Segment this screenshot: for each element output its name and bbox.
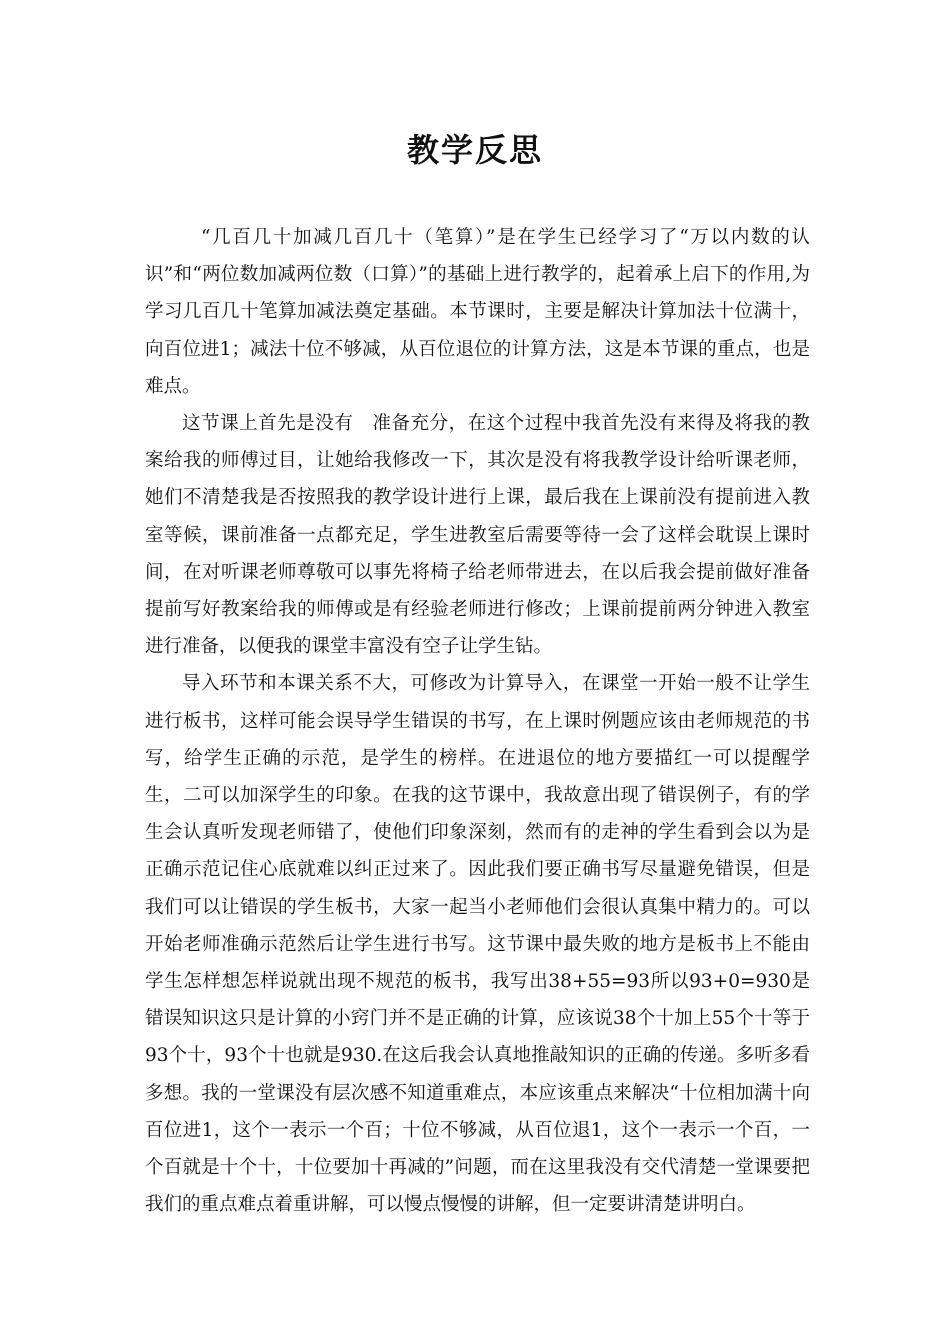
paragraph-preparation: 这节课上首先是没有 准备充分，在这个过程中我首先没有来得及将我的教案给我的师傅过目，让她给我修改一下，其次是没有将我教学设计给听课老师，她们不清楚我是否按照我的教学设计进行上课，最后我在上课前没有提前进入教室等候，课前准备一点都充足，学生进教室后需要等待一会了这样会耽误上课时间，在对听课老师尊敬可以事先将椅子给老师带进去，在以后我会提前做好准备提前写好教案给我的师傅或是有经验老师进行修改；上课前提前两分钟进入教室进行准备，以便我的课堂丰富没有空子让学生钻。 bbox=[145, 413, 810, 658]
paragraph-teaching-reflection: 导入环节和本课关系不大，可修改为计算导入，在课堂一开始一般不让学生进行板书，这样可能会误导学生错误的书写，在上课时例题应该由老师规范的书写，给学生正确的示范，是学生的榜样。在进退位的地方要描红一可以提醒学生，二可以加深学生的印象。在我的这节课中，我故意出现了错误例子，有的学生会认真听发现老师错了，使他们印象深刻，然而有的走神的学生看到会以为是正确示范记住心底就难以纠正过来了。因此我们要正确书写尽量避免错误，但是我们可以让错误的学生板书，大家一起当小老师他们会很认真集中精力的。可以开始老师准确示范然后让学生进行书写。这节课中最失败的地方是板书上不能由学生怎样想怎样说就出现不规范的板书，我写出38+55=93所以93+0=930是错误知识这只是计算的小窍门并不是正确的计算，应该说38个十加上55个十等于93个十，93个十也就是930.在这后我会认真地推敲知识的正确的传递。多听多看多想。我的一堂课没有层次感不知道重难点，本应该重点来解决“十位相加满十向百位进1，这个一表示一个百；十位不够减，从百位退1，这个一表示一个百，一个百就是十个十，十位要加十再减的”问题，而在这里我没有交代清楚一堂课要把我们的重点难点着重讲解，可以慢点慢慢的讲解，但一定要讲清楚讲明白。 bbox=[145, 673, 810, 1216]
document-body bbox=[145, 219, 810, 1223]
page-title: 教学反思 bbox=[406, 131, 543, 169]
paragraph-intro: “几百几十加减几百几十（笔算）”是在学生已经学习了“万以内数的认识”和“两位数加减两位数（口算）”的基础上进行教学的，起着承上启下的作用,为学习几百几十笔算加减法奠定基础。本节课时，主要是解决计算加法十位满十，向百位进1；减法十位不够减，从百位退位的计算方法，这是本节课的重点，也是难点。 bbox=[145, 227, 810, 397]
